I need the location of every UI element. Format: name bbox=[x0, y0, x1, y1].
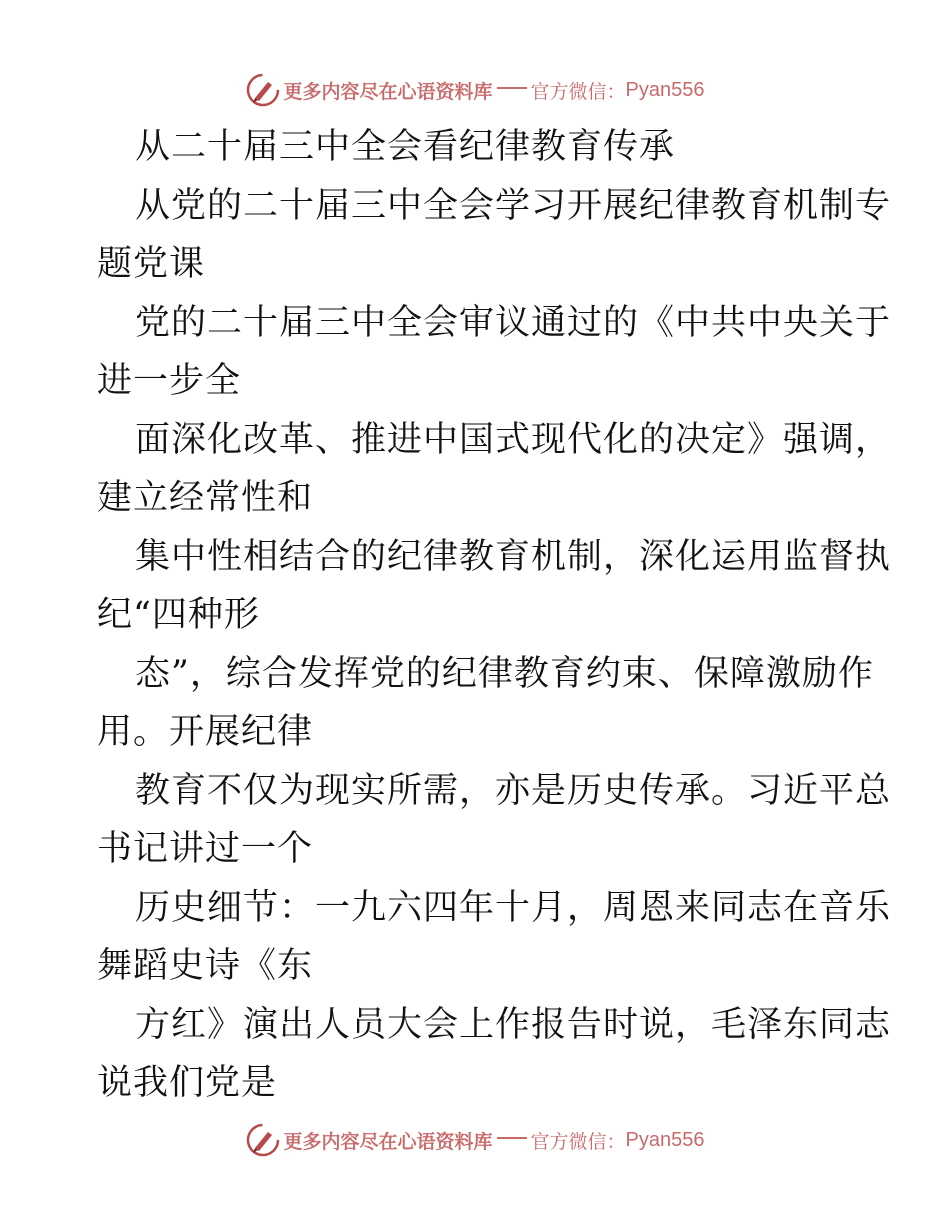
text-line: 教育不仅为现实所需，亦是历史传承。习近平总 bbox=[135, 770, 892, 811]
text-line: 进一步全 bbox=[97, 361, 242, 401]
banner-title: 更多内容尽在心语资料库 bbox=[283, 80, 493, 103]
text-line: 从二十届三中全会看纪律教育传承 bbox=[135, 127, 676, 167]
pen-logo-icon bbox=[246, 73, 280, 107]
text-line: 说我们党是 bbox=[97, 1063, 278, 1103]
text-line: 态”，综合发挥党的纪律教育约束、保障激励作 bbox=[135, 653, 874, 694]
footer-banner bbox=[0, 1120, 950, 1160]
text-line: 题党课 bbox=[97, 244, 206, 284]
text-line: 从党的二十届三中全会学习开展纪律教育机制专 bbox=[135, 185, 892, 226]
text-line: 舞蹈史诗《东 bbox=[97, 946, 314, 986]
text-line: 历史细节：一九六四年十月，周恩来同志在音乐 bbox=[135, 887, 892, 928]
text-line: 建立经常性和 bbox=[97, 478, 314, 518]
banner-dash bbox=[497, 1137, 527, 1139]
text-line: 用。开展纪律 bbox=[97, 712, 314, 752]
header-banner bbox=[0, 70, 950, 110]
text-line: 集中性相结合的纪律教育机制，深化运用监督执 bbox=[135, 536, 892, 577]
text-line: 纪“四种形 bbox=[97, 595, 260, 635]
banner-wechat-id: Pyan556 bbox=[625, 1128, 705, 1151]
text-line: 方红》演出人员大会上作报告时说，毛泽东同志 bbox=[135, 1004, 892, 1045]
document-body bbox=[97, 118, 892, 1113]
pen-logo-icon bbox=[246, 1123, 280, 1157]
text-line: 党的二十届三中全会审议通过的《中共中央关于 bbox=[135, 302, 892, 343]
banner-title: 更多内容尽在心语资料库 bbox=[283, 1130, 493, 1153]
text-line: 书记讲过一个 bbox=[97, 829, 314, 869]
banner-dash bbox=[497, 87, 527, 89]
banner-wechat-id: Pyan556 bbox=[625, 78, 705, 101]
banner-wechat-label: 官方微信： bbox=[530, 1130, 626, 1153]
banner-wechat-label: 官方微信： bbox=[530, 80, 626, 103]
text-line: 面深化改革、推进中国式现代化的决定》强调， bbox=[135, 419, 892, 460]
